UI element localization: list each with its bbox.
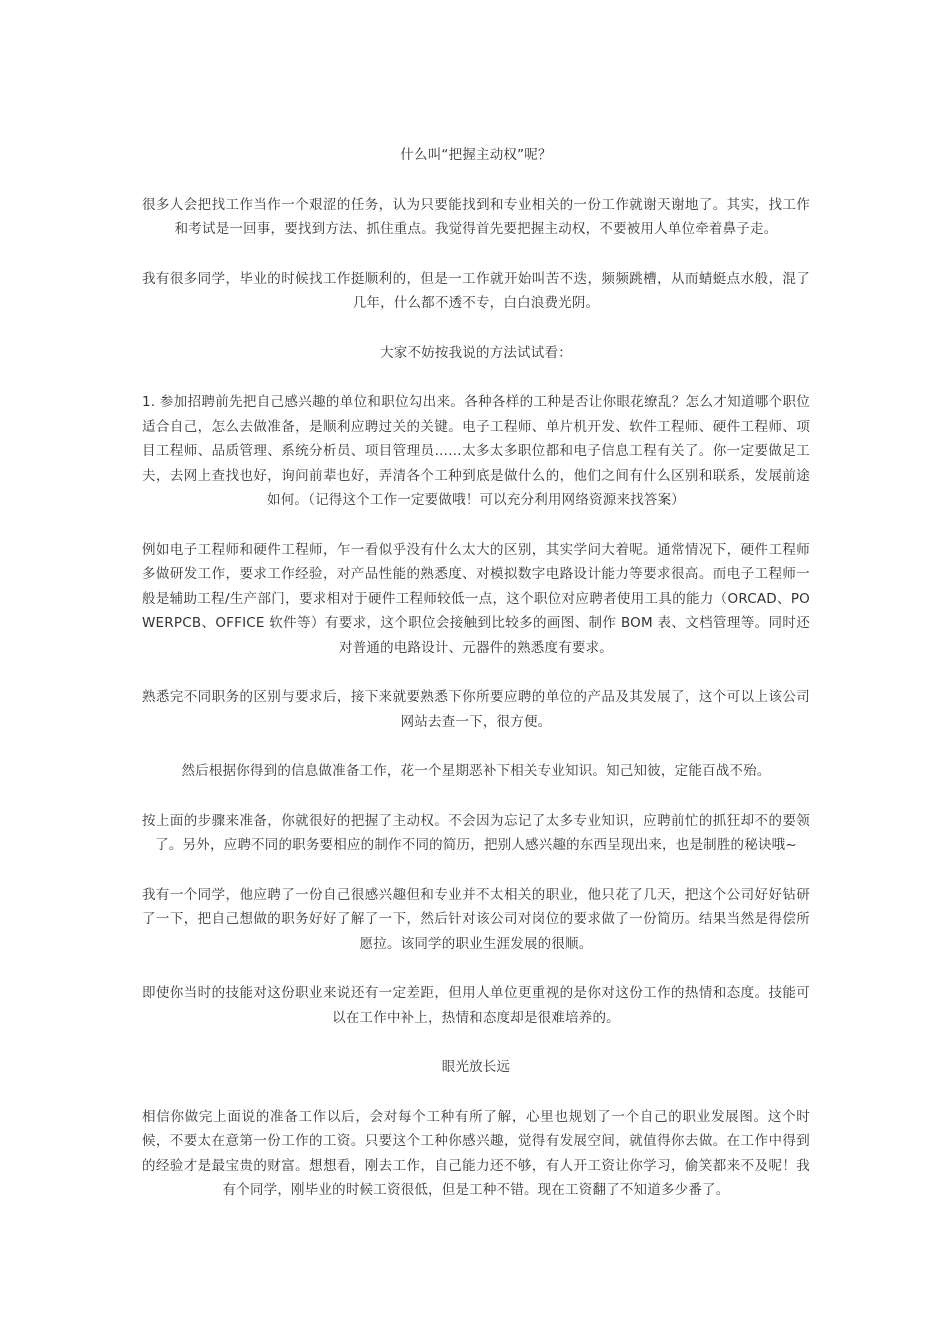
paragraph-research: 熟悉完不同职务的区别与要求后，接下来就要熟悉下你所要应聘的单位的产品及其发展了，这个可以上该公司网站去查一下，很方便。 — [142, 689, 810, 730]
spacer — [142, 858, 810, 883]
spacer — [142, 242, 810, 267]
paragraph-intro: 很多人会把找工作当作一个艰涩的任务，认为只要能找到和专业相关的一份工作就谢天谢地了。其实，找工作和考试是一回事，要找到方法、抓住重点。我觉得首先要把握主动权，不要被用人单位牵着鼻子走。 — [142, 196, 810, 237]
paragraph-classmate-story: 我有一个同学，他应聘了一份自己很感兴趣但和专业并不太相关的职业，他只花了几天，把这个公司好好钻研了一下，把自己想做的职务好好了解了一下，然后针对该公司对岗位的要求做了一份简历。结果当然是得偿所愿拉。该同学的职业生涯发展的很顺。 — [142, 886, 810, 952]
spacer — [142, 734, 810, 759]
section-heading: 眼光放长远 — [441, 1059, 511, 1075]
spacer — [142, 1080, 810, 1105]
spacer — [142, 1030, 810, 1055]
paragraph-attitude: 即使你当时的技能对这份职业来说还有一定差距，但用人单位更重视的是你对这份工作的热情和态度。技能可以在工作中补上，热情和态度却是很难培养的。 — [142, 985, 810, 1026]
spacer — [142, 513, 810, 538]
spacer — [142, 168, 810, 193]
spacer — [142, 660, 810, 685]
paragraph-method-intro: 大家不妨按我说的方法试试看： — [380, 344, 572, 361]
spacer — [142, 316, 810, 341]
paragraph-prepare: 然后根据你得到的信息做准备工作，花一个星期恶补下相关专业知识。知己知彼，定能百战不殆。 — [181, 763, 771, 779]
doc-heading: 什么叫“把握主动权”呢？ — [400, 147, 552, 163]
spacer — [142, 365, 810, 390]
paragraph-step-1: 1. 参加招聘前先把自己感兴趣的单位和职位勾出来。各种各样的工种是否让你眼花缭乱？怎么才知道哪个职位适合自己，怎么去做准备，是顺利应聘过关的关键。电子工程师、单片机开发、软件工程师、硬件工程师、项目工程师、品质管理、系统分析员、项目管理员……太多太多职位都和电子信息工程有关了。你一定要做足工夫，去网上查找也好，询问前辈也好，弄清各个工种到底是做什么的，他们之间有什么区别和联系，发展前途如何。（记得这个工作一定要做哦！可以充分利用网络资源来找答案） — [142, 394, 810, 508]
spacer — [142, 784, 810, 809]
paragraph-initiative: 按上面的步骤来准备，你就很好的把握了主动权。不会因为忘记了太多专业知识，应聘前忙的抓狂却不的要领了。另外，应聘不同的职务要相应的制作不同的简历，把别人感兴趣的东西呈现出来，也是制胜的秘诀哦~ — [142, 812, 810, 853]
paragraph-classmates: 我有很多同学，毕业的时候找工作挺顺利的，但是一工作就开始叫苦不迭，频频跳槽，从而蜻蜓点水般，混了几年，什么都不透不专，白白浪费光阴。 — [142, 270, 810, 311]
document-page — [142, 143, 810, 1203]
spacer — [142, 956, 810, 981]
paragraph-long-term: 相信你做完上面说的准备工作以后，会对每个工种有所了解，心里也规划了一个自己的职业发展图。这个时候，不要太在意第一份工作的工资。只要这个工种你感兴趣，觉得有发展空间，就值得你去做。在工作中得到的经验才是最宝贵的财富。想想看，刚去工作，自己能力还不够，有人开工资让你学习，偷笑都来不及呢！我有个同学，刚毕业的时候工资很低，但是工种不错。现在工资翻了不知道多少番了。 — [142, 1108, 810, 1198]
paragraph-example: 例如电子工程师和硬件工程师，乍一看似乎没有什么太大的区别，其实学问大着呢。通常情况下，硬件工程师多做研发工作，要求工作经验，对产品性能的熟悉度、对模拟数字电路设计能力等要求很高。而电子工程师一般是辅助工程/生产部门，要求相对于硬件工程师较低一点，这个职位对应聘者使用工具的能力（ORCAD、POWERPCB、OFFICE 软件等）有要求，这个职位会接触到比较多的画图、制作 BOM 表、文档管理等。同时还对普通的电路设计、元器件的熟悉度有要求。 — [142, 541, 810, 656]
